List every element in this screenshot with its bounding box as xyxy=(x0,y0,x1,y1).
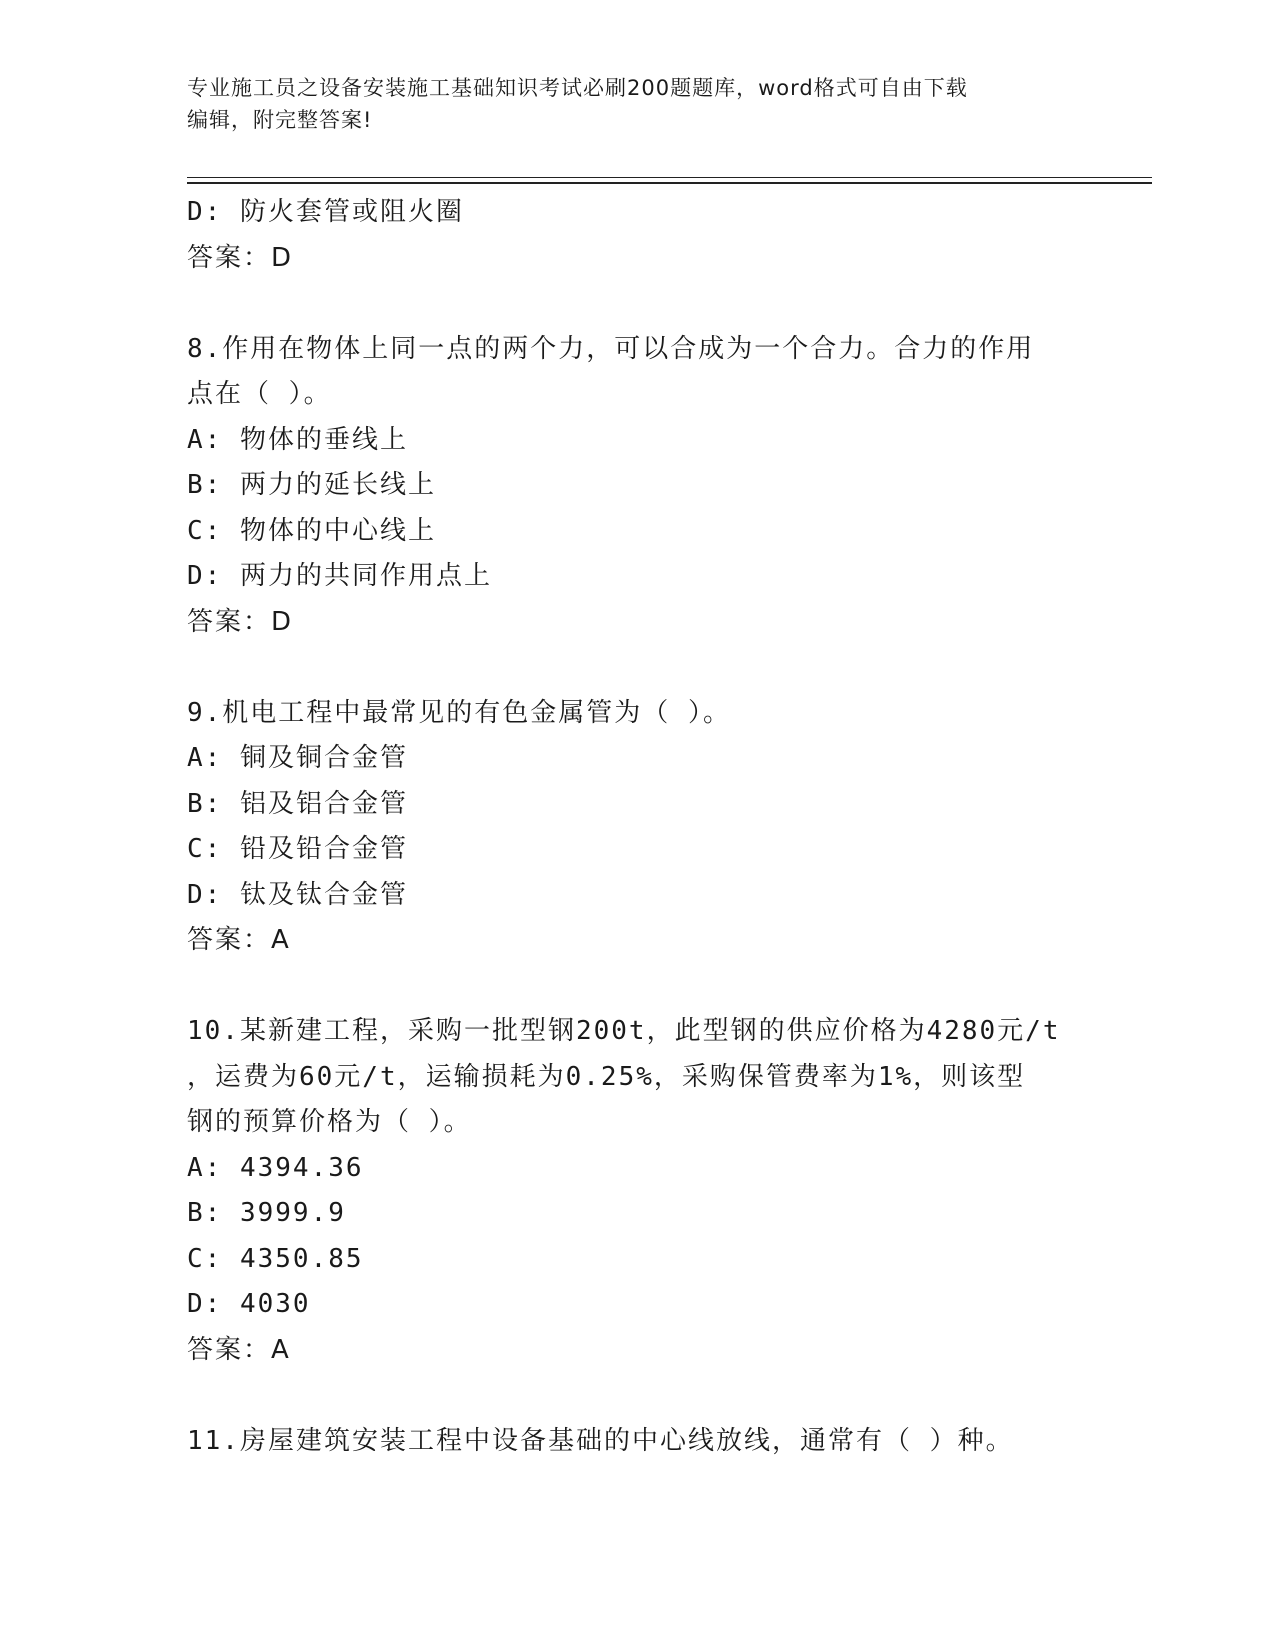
option-c: C: 铅及铅合金管 xyxy=(187,834,408,864)
option-b: B: 3999.9 xyxy=(187,1198,346,1228)
option-b: B: 铝及铝合金管 xyxy=(187,788,408,819)
question-text: 10.某新建工程，采购一批型钢200t，此型钢的供应价格为4280元/t xyxy=(187,1016,1061,1046)
question-11 xyxy=(187,1419,1087,1465)
document-body xyxy=(187,190,1087,1464)
answer: 答案：D xyxy=(187,606,294,637)
question-text: 点在（ ）。 xyxy=(187,379,332,409)
option-d: D: 钛及钛合金管 xyxy=(187,879,408,910)
question-10 xyxy=(187,1009,1087,1373)
option-d: D: 防火套管或阻火圈 xyxy=(187,197,464,227)
answer: 答案：A xyxy=(187,1334,291,1365)
option-c: C: 物体的中心线上 xyxy=(187,515,436,546)
header-line-2: 编辑，附完整答案! xyxy=(187,108,373,132)
question-9 xyxy=(187,691,1087,964)
question-text: 9.机电工程中最常见的有色金属管为（ ）。 xyxy=(187,697,731,728)
header-line-1: 专业施工员之设备安装施工基础知识考试必刷200题题库，word格式可自由下载 xyxy=(187,76,968,100)
question-text: 8.作用在物体上同一点的两个力，可以合成为一个合力。合力的作用 xyxy=(187,333,1035,364)
option-a: A: 铜及铜合金管 xyxy=(187,743,408,773)
option-a: A: 物体的垂线上 xyxy=(187,424,408,455)
option-c: C: 4350.85 xyxy=(187,1243,364,1274)
header-divider-thick xyxy=(187,182,1152,184)
answer: 答案：D xyxy=(187,242,294,273)
option-a: A: 4394.36 xyxy=(187,1152,364,1183)
question-8 xyxy=(187,327,1087,646)
question-text: 11.房屋建筑安装工程中设备基础的中心线放线，通常有（ ）种。 xyxy=(187,1425,1014,1456)
option-b: B: 两力的延长线上 xyxy=(187,470,436,500)
question-text: ，运费为60元/t，运输损耗为0.25%，采购保管费率为1%，则该型 xyxy=(187,1061,1026,1092)
question-text: 钢的预算价格为（ ）。 xyxy=(187,1107,472,1137)
option-d: D: 4030 xyxy=(187,1289,311,1319)
header-divider-thin xyxy=(187,177,1152,178)
answer: 答案：A xyxy=(187,925,291,955)
document-header xyxy=(187,72,1067,136)
option-d: D: 两力的共同作用点上 xyxy=(187,561,492,591)
